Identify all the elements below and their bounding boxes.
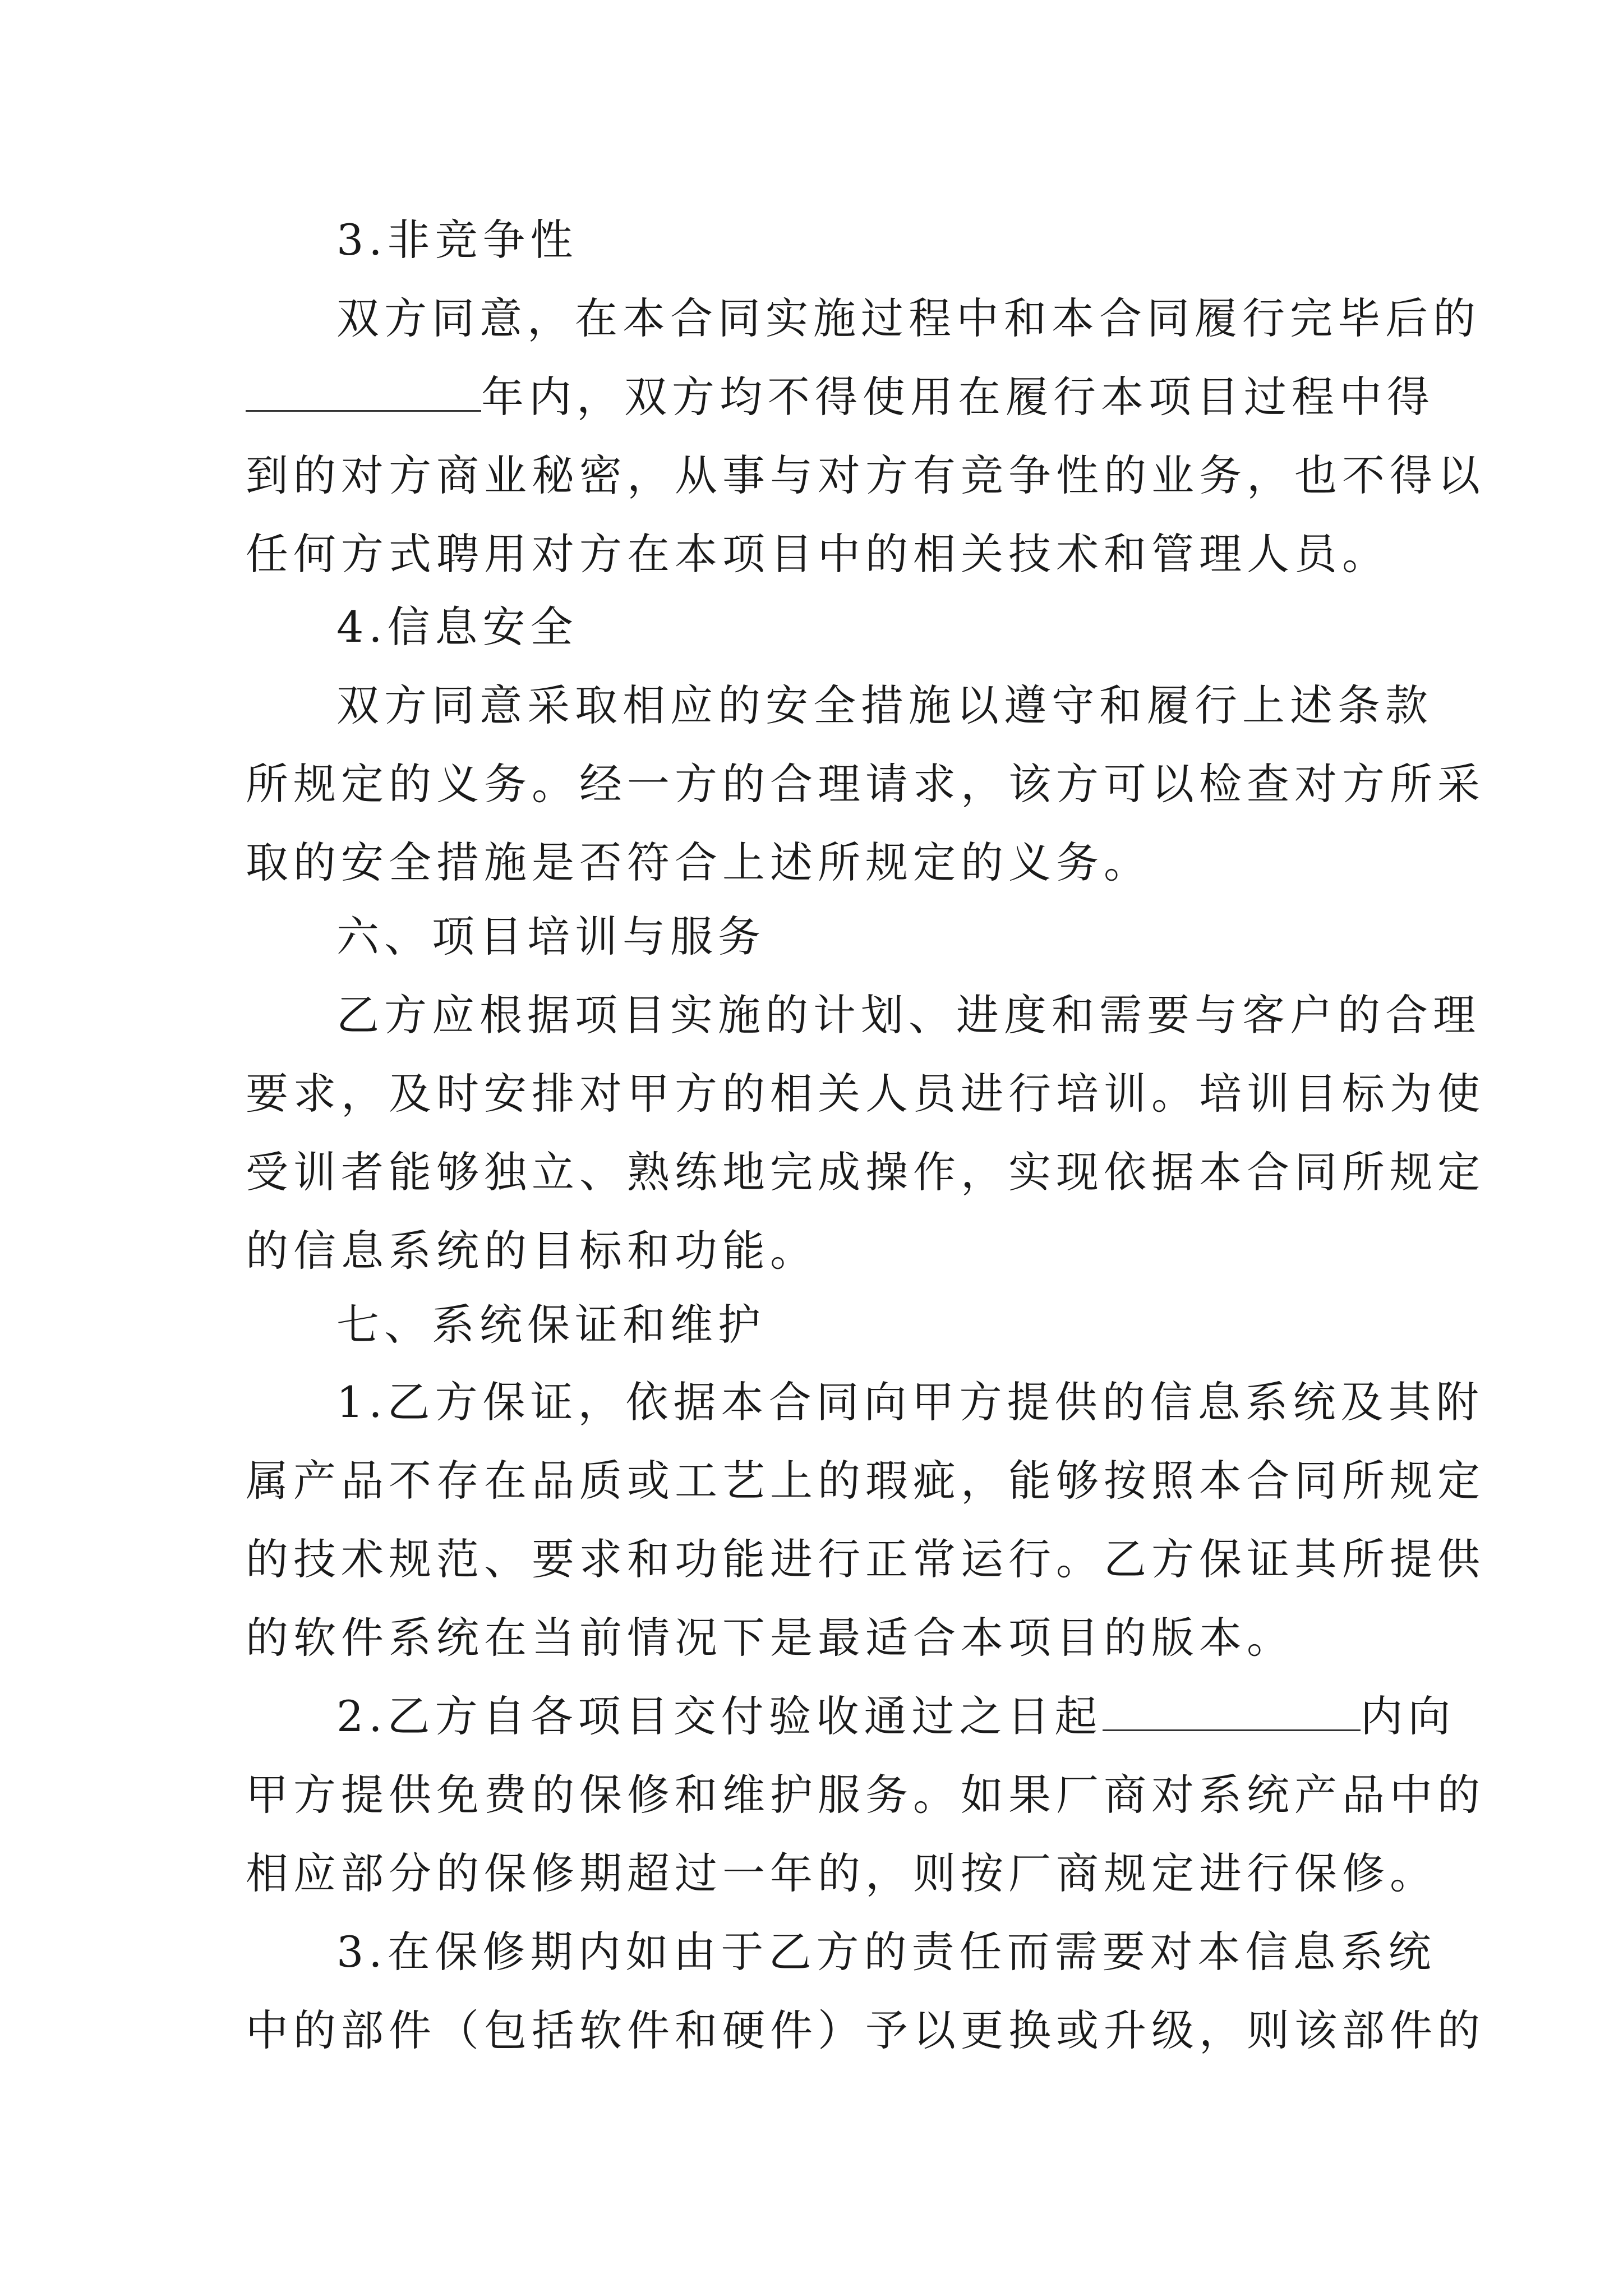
paragraph-line: 要求，及时安排对甲方的相关人员进行培训。培训目标为使 bbox=[246, 1069, 1485, 1119]
paragraph-line: 受训者能够独立、熟练地完成操作，实现依据本合同所规定 bbox=[246, 1147, 1485, 1197]
paragraph-line: 的软件系统在当前情况下是最适合本项目的版本。 bbox=[246, 1613, 1294, 1663]
paragraph-line: 的技术规范、要求和功能进行正常运行。乙方保证其所提供 bbox=[246, 1534, 1485, 1584]
paragraph-line: 双方同意采取相应的安全措施以遵守和履行上述条款 bbox=[336, 680, 1433, 730]
paragraph-line: 3.在保修期内如由于乙方的责任而需要对本信息系统 bbox=[336, 1927, 1436, 1977]
paragraph-line-with-blank bbox=[336, 1688, 1456, 1745]
paragraph-line: 1.乙方保证，依据本合同向甲方提供的信息系统及其附 bbox=[336, 1377, 1484, 1427]
paragraph-line-text: 内向 bbox=[1360, 1691, 1456, 1741]
paragraph-line: 取的安全措施是否符合上述所规定的义务。 bbox=[246, 838, 1151, 887]
paragraph-line-text: 2.乙方自各项目交付验收通过之日起 bbox=[336, 1691, 1103, 1741]
paragraph-line: 乙方应根据项目实施的计划、进度和需要与客户的合理 bbox=[336, 990, 1481, 1040]
paragraph-line-with-blank bbox=[246, 369, 1435, 425]
paragraph-line: 任何方式聘用对方在本项目中的相关技术和管理人员。 bbox=[246, 529, 1390, 579]
paragraph-line: 中的部件（包括软件和硬件）予以更换或升级，则该部件的 bbox=[246, 2005, 1485, 2055]
paragraph-line: 的信息系统的目标和功能。 bbox=[246, 1226, 818, 1276]
section-heading-non-compete: 3.非竞争性 bbox=[336, 215, 578, 265]
paragraph-line-text: 年内，双方均不得使用在履行本项目过程中得 bbox=[481, 372, 1435, 422]
fill-in-blank bbox=[246, 371, 481, 412]
fill-in-blank bbox=[1103, 1690, 1361, 1731]
section-heading-info-security: 4.信息安全 bbox=[336, 602, 578, 652]
paragraph-line: 到的对方商业秘密，从事与对方有竞争性的业务，也不得以 bbox=[246, 450, 1485, 500]
section-heading-training: 六、项目培训与服务 bbox=[336, 912, 766, 961]
paragraph-line: 属产品不存在品质或工艺上的瑕疵，能够按照本合同所规定 bbox=[246, 1456, 1485, 1506]
section-heading-warranty: 七、系统保证和维护 bbox=[336, 1300, 766, 1350]
paragraph-line: 甲方提供免费的保修和维护服务。如果厂商对系统产品中的 bbox=[246, 1770, 1485, 1820]
paragraph-line: 所规定的义务。经一方的合理请求，该方可以检查对方所采 bbox=[246, 759, 1485, 809]
paragraph-line: 相应部分的保修期超过一年的，则按厂商规定进行保修。 bbox=[246, 1848, 1437, 1898]
paragraph-line: 双方同意，在本合同实施过程中和本合同履行完毕后的 bbox=[336, 293, 1481, 343]
